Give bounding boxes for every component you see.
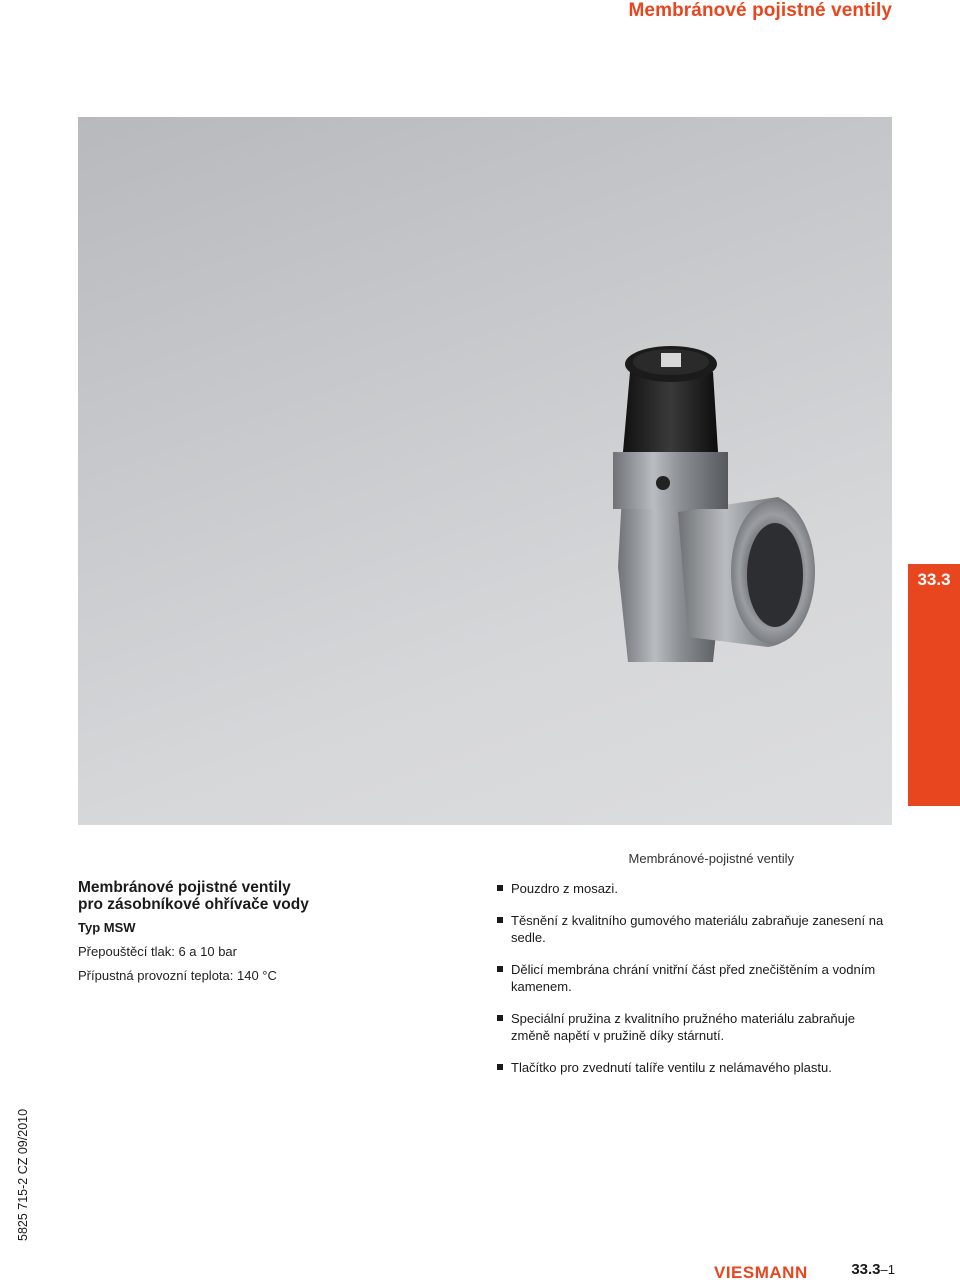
feature-item: Tlačítko pro zvednutí talíře ventilu z nelámavého plastu. bbox=[497, 1059, 897, 1076]
spec-temperature: Přípustná provozní teplota: 140 °C bbox=[78, 968, 277, 983]
feature-item: Dělicí membrána chrání vnitřní část před znečištěním a vodním kamenem. bbox=[497, 961, 897, 995]
page-header-title: Membránové pojistné ventily bbox=[628, 0, 892, 21]
product-photo bbox=[78, 117, 892, 866]
feature-list bbox=[497, 880, 897, 1091]
feature-item: Speciální pružina z kvalitního pružného materiálu zabraňuje změně napětí v pružině díky stárnutí. bbox=[497, 1010, 897, 1044]
viessmann-logo bbox=[714, 1259, 816, 1283]
brand-text: VIESMANN bbox=[714, 1263, 808, 1282]
product-title-line1: Membránové pojistné ventily bbox=[78, 879, 291, 896]
bullet-icon bbox=[497, 1064, 503, 1070]
bullet-icon bbox=[497, 917, 503, 923]
product-title bbox=[78, 879, 408, 913]
feature-item: Pouzdro z mosazi. bbox=[497, 880, 897, 897]
section-tab bbox=[908, 564, 960, 806]
page-number-sub: –1 bbox=[880, 1262, 895, 1277]
document-code: 5825 715-2 CZ 09/2010 bbox=[16, 1108, 30, 1241]
page-number bbox=[851, 1261, 895, 1278]
photo-caption: Membránové-pojistné ventily bbox=[628, 851, 794, 866]
feature-item: Těsnění z kvalitního gumového materiálu zabraňuje zanesení na sedle. bbox=[497, 912, 897, 946]
product-title-line2: pro zásobníkové ohřívače vody bbox=[78, 896, 309, 913]
safety-valve-illustration bbox=[78, 117, 892, 825]
product-info bbox=[78, 879, 408, 983]
product-type: Typ MSW bbox=[78, 920, 136, 935]
spec-pressure: Přepouštěcí tlak: 6 a 10 bar bbox=[78, 944, 237, 959]
bullet-icon bbox=[497, 885, 503, 891]
page-number-main: 33.3 bbox=[851, 1261, 881, 1278]
bullet-icon bbox=[497, 1015, 503, 1021]
bullet-icon bbox=[497, 966, 503, 972]
section-tab-label: 33.3 bbox=[917, 570, 951, 589]
